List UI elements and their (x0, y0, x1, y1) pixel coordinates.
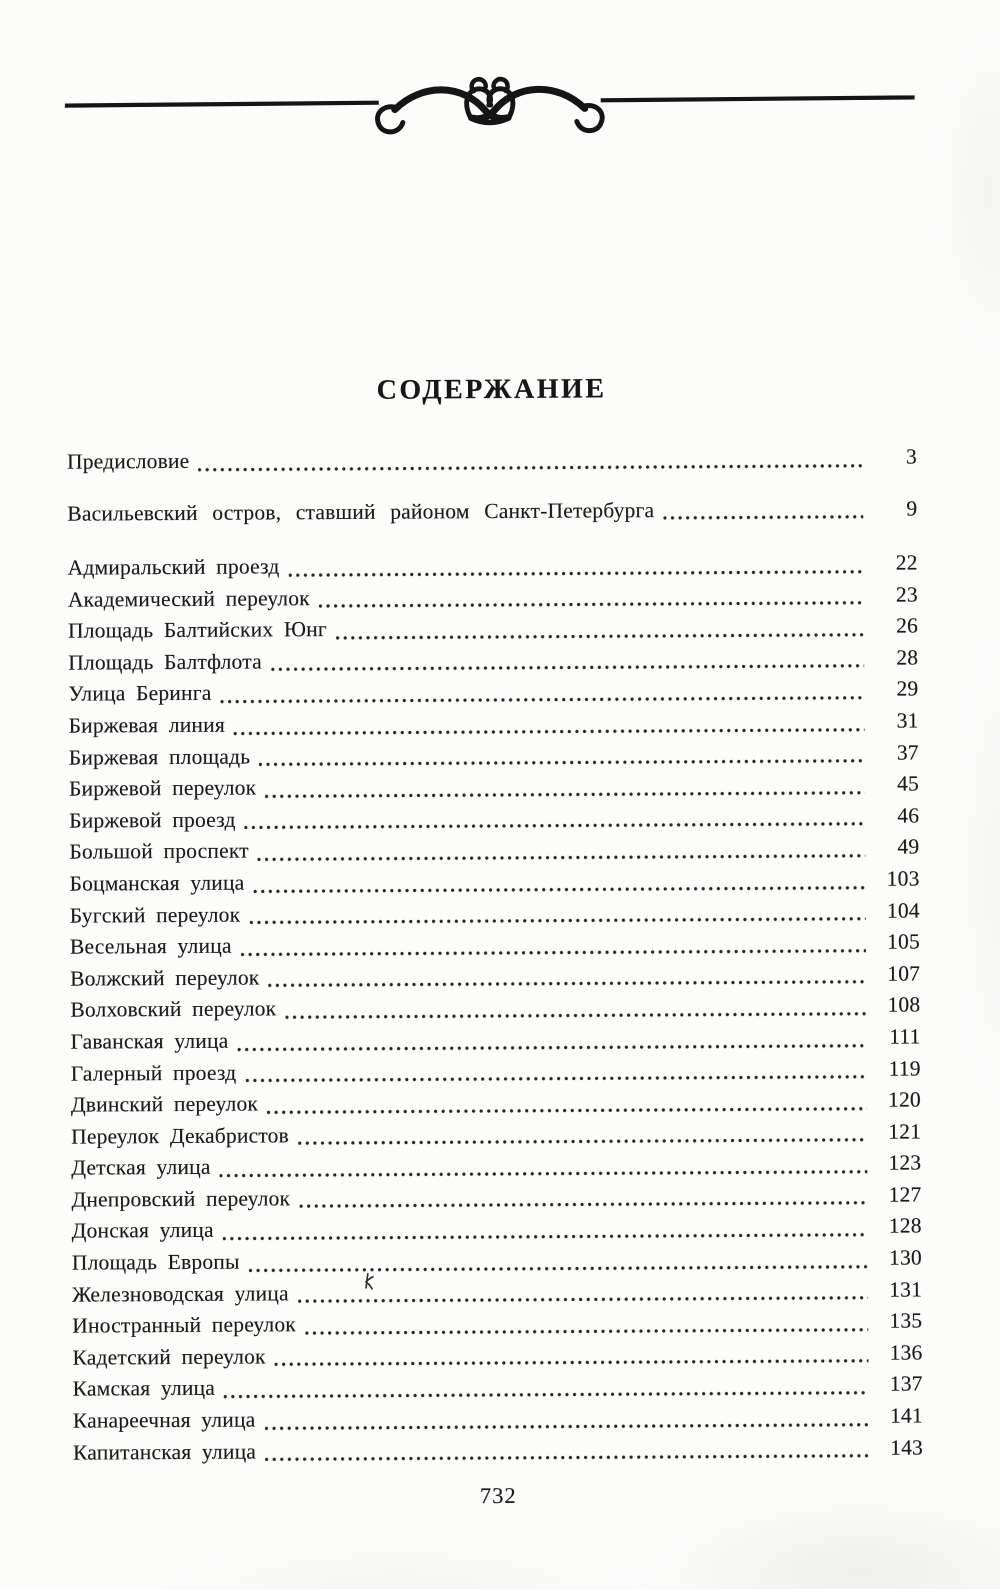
dot-leader (220, 1170, 868, 1178)
toc-entry-label: Двинский переулок (70, 1091, 259, 1117)
toc-entry (72, 1306, 922, 1343)
toc-entry-page: 9 (906, 496, 918, 521)
toc-entry-label: Адмиральский проезд (67, 554, 280, 580)
page-title: СОДЕРЖАНИЕ (376, 373, 607, 406)
dot-leader (245, 822, 866, 830)
toc-entry (69, 800, 919, 837)
toc-entry (67, 441, 917, 478)
toc-entry-label: Детская улица (71, 1155, 211, 1180)
dot-leader (285, 1012, 866, 1020)
toc-entry (68, 674, 918, 711)
toc-entry-page: 23 (895, 581, 918, 607)
toc-front-section (67, 441, 917, 529)
dot-leader (275, 1359, 869, 1367)
toc-entry-page: 123 (888, 1150, 922, 1175)
toc-entry (68, 642, 918, 679)
toc-entry (70, 895, 920, 932)
toc-entry-label: Галерный проезд (70, 1060, 237, 1086)
dot-leader (253, 885, 865, 893)
toc-entry-page: 105 (886, 929, 920, 954)
toc-entry-label: Площадь Балтийских Юнг (67, 617, 327, 643)
toc-entry-page: 130 (888, 1245, 922, 1270)
dot-leader (249, 917, 866, 925)
toc-entry-label: Камская улица (72, 1376, 216, 1402)
toc-entry-label: Волховский переулок (70, 996, 277, 1022)
toc-entry (72, 1242, 922, 1279)
toc-entry-label: Площадь Европы (71, 1249, 240, 1275)
toc-entry-label: Биржевой переулок (68, 775, 257, 801)
toc-entry (70, 990, 920, 1027)
dot-leader (259, 759, 865, 767)
toc-entry-label: Иностранный переулок (72, 1312, 296, 1338)
toc-entry (73, 1369, 923, 1406)
toc-entry-page: 136 (889, 1340, 923, 1365)
toc-entry-label: Биржевой проезд (69, 807, 236, 833)
toc-entry-page: 22 (895, 550, 918, 575)
toc-entry (70, 927, 920, 964)
toc-entry (68, 705, 918, 742)
dot-leader (305, 1328, 868, 1335)
toc-entry (72, 1337, 922, 1374)
toc-entry-page: 26 (895, 613, 919, 638)
toc-entry (69, 737, 919, 774)
toc-entry-label: Большой проспект (69, 838, 249, 864)
toc-entry-page: 121 (888, 1119, 922, 1144)
dot-leader (319, 601, 864, 608)
dot-leader (224, 1391, 869, 1399)
toc-entry-page: 28 (896, 645, 919, 670)
toc-entry-label: Железноводская улица (71, 1280, 289, 1307)
toc-entry (72, 1211, 922, 1248)
toc-entry-page: 37 (896, 739, 919, 765)
toc-entry (69, 863, 919, 900)
dot-leader (198, 463, 863, 471)
dot-leader (241, 948, 866, 956)
dot-leader (268, 980, 866, 988)
toc-entry-label: Площадь Балтфлота (68, 649, 262, 675)
toc-entry-label: Канареечная улица (72, 1407, 256, 1433)
dot-leader (336, 633, 864, 640)
toc-entry-label: Кадетский переулок (72, 1344, 266, 1370)
toc-entry (71, 1084, 921, 1121)
toc-entry-page: 104 (886, 897, 920, 923)
dot-leader (237, 1043, 866, 1051)
dot-leader (223, 1233, 868, 1241)
toc-entry-page: 49 (897, 834, 920, 859)
toc-entry-page: 131 (889, 1277, 923, 1302)
toc-entry-label: Весельная улица (69, 933, 232, 959)
toc-entry-label: Волжский переулок (70, 965, 260, 991)
dot-leader (267, 1106, 867, 1114)
toc-entry (72, 1274, 922, 1311)
toc-entry-label: Капитанская улица (72, 1439, 257, 1465)
dot-leader (298, 1296, 868, 1303)
toc-entry-label: Васильевский остров, ставший районом Санкт-Петербурга (67, 497, 655, 526)
toc-entry (71, 1053, 921, 1090)
toc-entry-label: Боцманская улица (69, 870, 245, 896)
toc-entry-label: Донская улица (71, 1218, 214, 1244)
toc-entry-label: Улица Беринга (68, 681, 212, 706)
toc-entry-page: 141 (889, 1403, 923, 1428)
dot-leader (265, 790, 865, 798)
toc-entry-page: 111 (889, 1024, 921, 1049)
toc-entry-page: 127 (888, 1182, 922, 1207)
toc-entry (68, 579, 918, 616)
dot-leader (264, 1422, 868, 1430)
toc-entry-label: Биржевая площадь (68, 744, 251, 770)
calligraphic-divider-icon (65, 63, 915, 140)
toc-entry (69, 769, 919, 806)
toc-entry (71, 1148, 921, 1185)
dot-leader (271, 664, 864, 672)
toc-entry-page: 103 (886, 866, 920, 891)
dot-leader (249, 1264, 868, 1272)
toc-entry (71, 1116, 921, 1153)
dot-leader (265, 1454, 869, 1462)
toc-entry-page: 128 (888, 1213, 922, 1239)
page-content (64, 0, 924, 1592)
toc-entry-page: 119 (888, 1055, 921, 1081)
toc-entry-page: 46 (897, 803, 920, 828)
toc-entry-label: Гаванская улица (70, 1028, 229, 1054)
toc-entry (69, 832, 919, 869)
toc-entry-page: 29 (896, 676, 919, 701)
toc-entry-page: 120 (887, 1087, 921, 1112)
toc-entry-page: 135 (889, 1308, 923, 1333)
toc-entry (68, 611, 918, 648)
toc-entry-label: Биржевая линия (68, 712, 225, 738)
ink-speck-artifact (363, 1273, 375, 1291)
dot-leader (220, 696, 864, 704)
toc-entry-label: Переулок Декабристов (70, 1122, 289, 1149)
dot-leader (289, 569, 864, 577)
toc-entry (73, 1432, 923, 1469)
toc-entry-page: 3 (905, 444, 917, 469)
toc-entry (70, 1021, 920, 1058)
dot-leader (298, 1138, 867, 1145)
dot-leader (234, 727, 865, 735)
toc-entry (67, 493, 917, 530)
toc-main-section (67, 547, 923, 1468)
dot-leader (245, 1075, 866, 1083)
toc-entry-label: Днепровский переулок (71, 1186, 291, 1212)
toc-entry-page: 107 (887, 961, 921, 986)
toc-entry (71, 1179, 921, 1216)
toc-entry-label: Предисловие (66, 448, 190, 474)
toc-entry (73, 1400, 923, 1437)
toc-entry-page: 108 (887, 992, 921, 1017)
dot-leader (663, 515, 863, 520)
toc-entry-page: 45 (896, 771, 919, 796)
toc-entry (70, 958, 920, 995)
dot-leader (299, 1201, 867, 1208)
toc-entry-label: Академический переулок (67, 585, 310, 612)
toc-entry (67, 547, 917, 584)
toc-entry-label: Бугский переулок (69, 902, 241, 928)
page-number: 732 (479, 1482, 517, 1509)
toc-entry-page: 31 (896, 708, 919, 733)
toc-entry-page: 143 (890, 1435, 924, 1460)
toc-entry-page: 137 (889, 1371, 923, 1397)
dot-leader (258, 854, 866, 862)
